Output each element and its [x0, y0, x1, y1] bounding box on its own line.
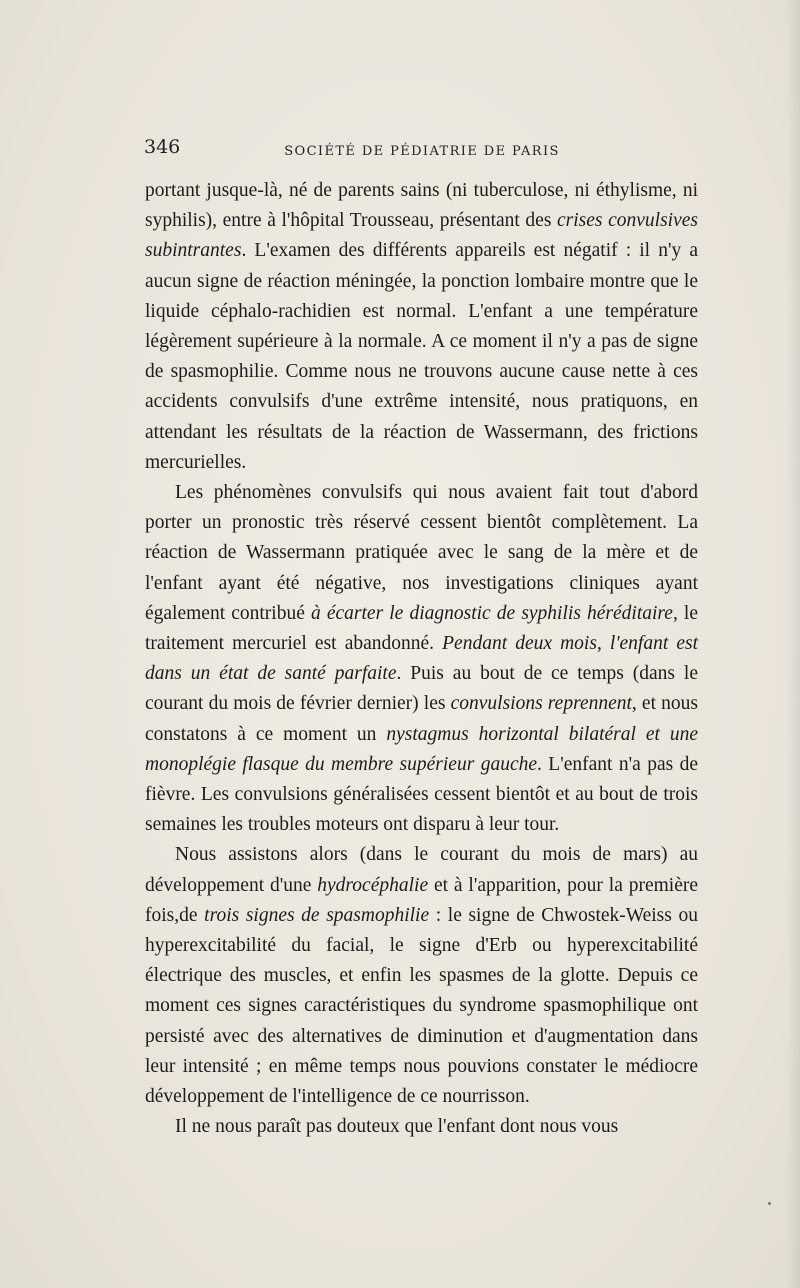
- italic-text: nystagmus horizontal bilatéral et une monoplégie flasque du membre supérieur gauche: [145, 723, 698, 775]
- text-run: . L'enfant n'a pas de fièvre. Les convulsions généralisées cessent bientôt et au bout de trois semaines les troubles moteurs ont disparu à leur tour.: [145, 753, 698, 836]
- paragraph: [145, 176, 698, 478]
- italic-text: à écarter le diagnostic de syphilis héréditaire: [310, 602, 673, 624]
- paragraph: [145, 1112, 698, 1142]
- text-run: Les phénomènes convulsifs qui nous avaient fait tout d'abord porter un pronostic très réservé cessent bientôt complètement. La réaction de Wassermann pratiquée avec le sang de la mère et de l'enfant ayant été négative, nos investigations cliniques ayant également contribué: [145, 482, 698, 624]
- text-run: . Puis au bout de ce temps (dans le courant du mois de février dernier) les: [145, 663, 698, 715]
- italic-text: Pendant deux mois, l'enfant est dans un état de santé parfaite: [145, 633, 698, 685]
- page-number: 346: [144, 136, 181, 158]
- body-text: [145, 176, 698, 1143]
- running-title: SOCIÉTÉ DE PÉDIATRIE DE PARIS: [284, 144, 560, 159]
- text-run: . L'examen des différents appareils est négatif : il n'y a aucun signe de réaction méningée, la ponction lombaire montre que le liquide céphalo-rachidien est normal. L'enfant a une température légèrement supérieure à la normale. A ce moment il n'y a pas de signe de spasmophilie. Comme nous ne trouvons aucune cause nette à ces accidents convulsifs d'une extrême intensité, nous pratiquons, en attendant les résultats de la réaction de Wassermann, des frictions mercurielles.: [145, 240, 698, 473]
- paragraph: [145, 478, 698, 840]
- text-run: : le signe de Chwostek-Weiss ou hyperexcitabilité du facial, le signe d'Erb ou hyperexcitabilité électrique des muscles, et enfin les spasmes de la glotte. Depuis ce moment ces signes caractéristiques du syndrome spasmophilique ont persisté avec des alternatives de diminution et d'augmentation dans leur intensité ; en même temps nous pouvions constater le médiocre développement de l'intelligence de ce nourrisson.: [145, 904, 698, 1108]
- text-run: et à l'apparition, pour la première fois,de: [145, 874, 698, 926]
- text-run: portant jusque-là, né de parents sains (ni tuberculose, ni éthylisme, ni syphilis), entre à l'hôpital Trousseau, présentant des: [145, 180, 698, 232]
- italic-text: hydrocéphalie: [317, 874, 429, 896]
- paper-speck: [768, 1202, 771, 1205]
- paragraph: [145, 840, 698, 1112]
- italic-text: trois signes de spasmophilie: [204, 904, 430, 926]
- text-run: Il ne nous paraît pas douteux que l'enfant dont nous vous: [175, 1116, 619, 1138]
- page-header: [144, 136, 700, 166]
- text-run: , le traitement mercuriel est abandonné.: [145, 602, 698, 655]
- italic-text: crises convulsives subintrantes: [145, 210, 698, 262]
- text-run: Nous assistons alors (dans le courant du mois de mars) au développement d'une: [145, 844, 698, 896]
- page-edge-shadow: [786, 0, 800, 1288]
- italic-text: convulsions reprennent: [450, 693, 632, 715]
- text-run: , et nous constatons à ce moment un: [145, 693, 698, 745]
